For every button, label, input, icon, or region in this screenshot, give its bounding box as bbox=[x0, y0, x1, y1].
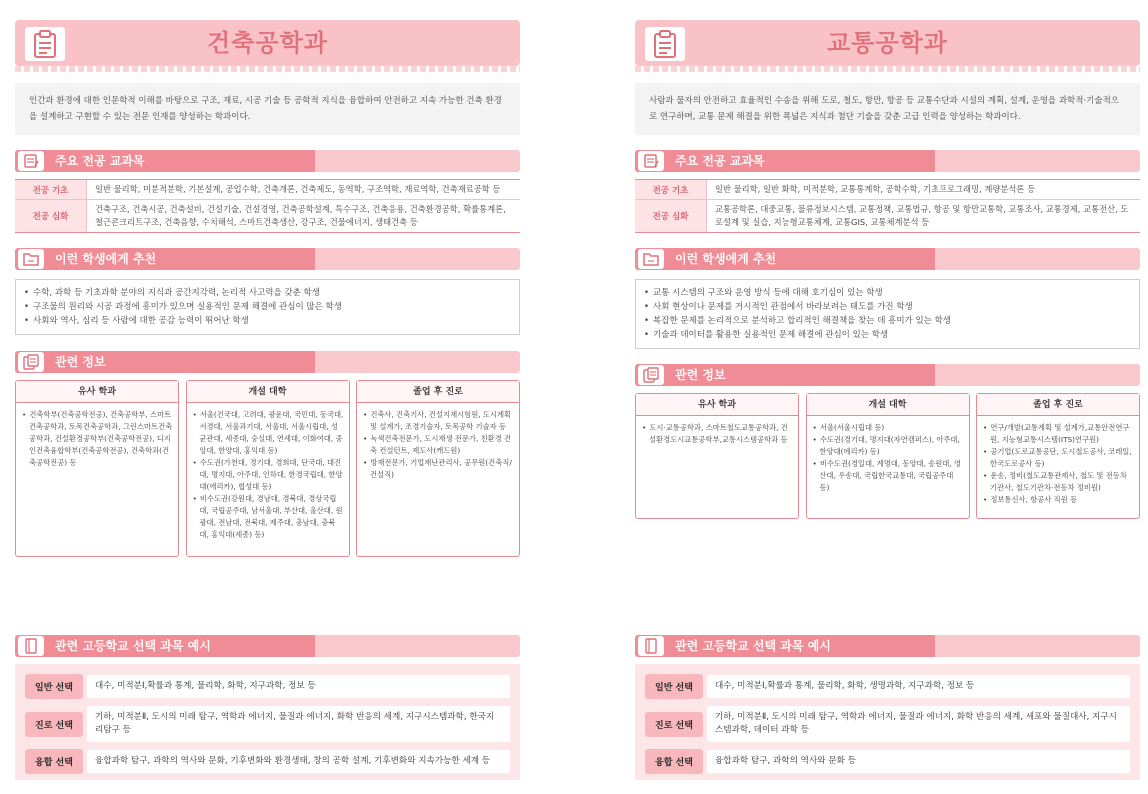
list-item: • 건축학부(건축공학전공), 건축공학부, 스마트건축공학과, 토목건축공학과, 그린스마트건축공학과, 건설환경공학부(건축공학전공), 디지인건축융합학부(건축공학전공), 건축학과(건축공학전공) 등 bbox=[21, 409, 173, 469]
section-header-courses bbox=[15, 150, 520, 172]
section-header-recommend bbox=[15, 248, 520, 270]
table-row bbox=[15, 200, 520, 232]
row-value: 교통공학론, 대중교통, 물류정보시스템, 교통정책, 교통법규, 항공 및 항만교통학, 교통조사, 교통경제, 교통전산, 도로설계 및 실습, 지능형교통체계, 교통GIS, 교통체계분석 등 bbox=[715, 204, 1129, 227]
book-icon bbox=[638, 636, 664, 656]
table-row bbox=[25, 674, 510, 699]
section-title: 주요 전공 교과목 bbox=[55, 154, 145, 168]
table-row bbox=[635, 200, 1140, 232]
courses-table bbox=[635, 179, 1140, 233]
row-label: 전공 기초 bbox=[635, 180, 707, 199]
column-header: 개설 대학 bbox=[187, 381, 349, 403]
list-item: • 수학, 과학 등 기초과학 분야의 지식과 공간지각력, 논리적 사고력을 갖춘 학생 bbox=[24, 286, 511, 300]
row-value: 일반 물리학, 미분적분학, 기본설계, 공업수학, 건축개론, 건축제도, 동역학, 구조역학, 재료역학, 건축재료공학 등 bbox=[95, 184, 501, 194]
list-item: • 운송, 정비(철도교통관제사, 철도 및 전동차 기관사, 철도기관차·전동차 정비원) bbox=[982, 470, 1134, 494]
list-item: • 복잡한 문제를 논리적으로 분석하고 합리적인 해결책을 찾는 데 흥미가 있는 학생 bbox=[644, 314, 1131, 328]
section-header-info bbox=[15, 351, 520, 373]
section-title: 관련 고등학교 선택 과목 예시 bbox=[55, 639, 211, 653]
info-columns bbox=[15, 380, 520, 557]
section-header-highschool bbox=[635, 635, 1140, 657]
document-icon bbox=[638, 365, 664, 385]
page-architecture bbox=[15, 0, 520, 794]
list-item: • 비수도권(경일대, 계명대, 동양대, 송원대, 영산대, 우송대, 국립한국교통대, 국립공주대 등) bbox=[812, 458, 964, 494]
title-banner bbox=[635, 20, 1140, 66]
list-item: • 사회와 역사, 심리 등 사람에 대한 공감 능력이 뛰어난 학생 bbox=[24, 314, 511, 328]
info-column-universities bbox=[186, 380, 350, 557]
info-column-similar bbox=[635, 393, 799, 519]
list-item: • 정보통신사, 항공사 직원 등 bbox=[982, 494, 1134, 506]
column-header: 졸업 후 진로 bbox=[977, 394, 1139, 416]
row-value: 건축구조, 건축시공, 건축설비, 건설기술, 건설경영, 건축공학설계, 특수구조, 건축응용, 건축환경공학, 확률통계론, 철근콘크리트구조, 건축음향, 수치해석, 스마트건축생산, 강구조, 건물에너지, 생태건축 등 bbox=[95, 204, 506, 227]
row-label: 전공 심화 bbox=[15, 200, 87, 232]
row-label: 일반 선택 bbox=[25, 674, 83, 699]
info-column-similar bbox=[15, 380, 179, 557]
section-title: 관련 정보 bbox=[55, 355, 106, 369]
page-title: 교통공학과 bbox=[827, 29, 948, 57]
highschool-courses bbox=[635, 664, 1140, 780]
row-label: 융합 선택 bbox=[645, 749, 703, 774]
table-row bbox=[25, 749, 510, 774]
row-value: 융합과학 탐구, 과학의 역사와 문화, 기후변화와 환경생태, 창의 공학 설계, 기후변화와 지속가능한 세계 등 bbox=[87, 750, 510, 773]
list-item: • 서울(건국대, 고려대, 광운대, 국민대, 동국대, 서경대, 서울과기대, 서울대, 서울시립대, 성균관대, 세종대, 숭실대, 연세대, 이화여대, 중앙대, 한양대, 홍익대 등) bbox=[192, 409, 344, 457]
table-row bbox=[635, 180, 1140, 200]
row-label: 일반 선택 bbox=[645, 674, 703, 699]
section-title: 관련 정보 bbox=[675, 368, 726, 382]
section-header-info bbox=[635, 364, 1140, 386]
section-title: 관련 고등학교 선택 과목 예시 bbox=[675, 639, 831, 653]
list-item: • 방재전문가, 기업재난관리사, 공무원(건축직/건설직) bbox=[362, 457, 514, 481]
intro-text: 사람과 물자의 안전하고 효율적인 수송을 위해 도로, 철도, 항만, 항공 등 교통수단과 시설의 계획, 설계, 운영을 과학적·기술적으로 연구하며, 교통 문제 해결을 위한 폭넓은 지식과 첨단 기술을 갖춘 고급 인력을 양성하는 학과이다. bbox=[635, 83, 1140, 135]
page-title: 건축공학과 bbox=[207, 29, 328, 57]
row-value: 대수, 미적분Ⅰ,확률과 통계, 물리학, 화학, 지구과학, 정보 등 bbox=[87, 675, 510, 698]
table-row bbox=[645, 749, 1130, 774]
table-row bbox=[645, 674, 1130, 699]
table-row bbox=[645, 706, 1130, 742]
column-header: 유사 학과 bbox=[16, 381, 178, 403]
section-title: 이런 학생에게 추천 bbox=[55, 252, 157, 266]
folder-icon bbox=[18, 249, 44, 269]
table-row bbox=[15, 180, 520, 200]
table-row bbox=[25, 706, 510, 742]
notepad-icon bbox=[18, 151, 44, 171]
folder-icon bbox=[638, 249, 664, 269]
row-label: 전공 기초 bbox=[15, 180, 87, 199]
section-title: 이런 학생에게 추천 bbox=[675, 252, 777, 266]
row-label: 진로 선택 bbox=[645, 712, 703, 737]
page-transportation bbox=[635, 0, 1140, 794]
section-header-courses bbox=[635, 150, 1140, 172]
info-column-universities bbox=[806, 393, 970, 519]
list-item: • 수도권(가천대, 경기대, 경희대, 단국대, 대진대, 명지대, 아주대, 인하대, 한경국립대, 한양대(에리카), 협성대 등) bbox=[192, 457, 344, 493]
list-item: • 연구/개발(교통계획 및 설계가,교통안전연구원, 지능형교통시스템(ITS)연구원) bbox=[982, 422, 1134, 446]
column-header: 개설 대학 bbox=[807, 394, 969, 416]
section-header-highschool bbox=[15, 635, 520, 657]
intro-text: 인간과 환경에 대한 인문학적 이해를 바탕으로 구조, 재료, 시공 기술 등 공학적 지식을 융합하여 안전하고 지속 가능한 건축 환경을 설계하고 구현할 수 있는 전문 인재를 양성하는 학과이다. bbox=[15, 83, 520, 135]
list-item: • 공기업(도로교통공단, 도시철도공사, 코레일, 한국도로공사 등) bbox=[982, 446, 1134, 470]
info-columns bbox=[635, 393, 1140, 519]
row-value: 기하, 미적분Ⅱ, 도시의 미래 탐구, 역학과 에너지, 물질과 에너지, 화학 반응의 세계, 지구시스템과학, 한국지리탐구 등 bbox=[87, 706, 510, 742]
courses-table bbox=[15, 179, 520, 233]
column-header: 유사 학과 bbox=[636, 394, 798, 416]
row-value: 일반 물리학, 일반 화학, 미적분학, 교통통계학, 공학수학, 기초프로그래밍, 계량분석론 등 bbox=[715, 184, 1036, 194]
row-value: 기하, 미적분Ⅱ, 도시의 미래 탐구, 역학과 에너지, 물질과 에너지, 화학 반응의 세계, 세포와 물질대사, 지구시스템과학, 데이터 과학 등 bbox=[707, 706, 1130, 742]
list-item: • 구조물의 원리와 시공 과정에 흥미가 있으며 실용적인 문제 해결에 관심이 많은 학생 bbox=[24, 300, 511, 314]
list-item: • 비수도권(강원대, 경남대, 경북대, 경상국립대, 국립공주대, 남서울대, 부산대, 울산대, 원광대, 전남대, 전북대, 제주대, 충남대, 충북대, 홍익대(세종) 등) bbox=[192, 493, 344, 541]
document-icon bbox=[18, 352, 44, 372]
list-item: • 녹색건축전문가, 도시재생 전문가, 친환경 건축 컨설턴트, 제도사(캐드원) bbox=[362, 433, 514, 457]
info-column-careers bbox=[976, 393, 1140, 519]
title-banner bbox=[15, 20, 520, 66]
list-item: • 도시·교통공학과, 스마트철도교통공학과, 건설환경도시교통공학부,교통시스템공학과 등 bbox=[641, 422, 793, 446]
book-icon bbox=[18, 636, 44, 656]
row-value: 융합과학 탐구, 과학의 역사와 문화 등 bbox=[707, 750, 1130, 773]
list-item: • 수도권(경기대, 명지대(자연캠퍼스), 아주대, 한양대(에리카) 등) bbox=[812, 434, 964, 458]
list-item: • 사회 현상이나 문제를 거시적인 관점에서 바라보려는 태도를 가진 학생 bbox=[644, 300, 1131, 314]
column-header: 졸업 후 진로 bbox=[357, 381, 519, 403]
list-item: • 서울(서울시립대 등) bbox=[812, 422, 964, 434]
recommend-list bbox=[635, 279, 1140, 349]
info-column-careers bbox=[356, 380, 520, 557]
list-item: • 건축사, 건축기사, 건설지재시험원, 도시계획 및 설계가, 조경기술자, 토목공학 기술자 등 bbox=[362, 409, 514, 433]
row-label: 전공 심화 bbox=[635, 200, 707, 232]
list-item: • 교통 시스템의 구조와 운영 방식 등에 대해 호기심이 있는 학생 bbox=[644, 286, 1131, 300]
recommend-list bbox=[15, 279, 520, 335]
highschool-courses bbox=[15, 664, 520, 780]
list-item: • 기술과 데이터를 활용한 실용적인 문제 해결에 관심이 있는 학생 bbox=[644, 328, 1131, 342]
section-title: 주요 전공 교과목 bbox=[675, 154, 765, 168]
section-header-recommend bbox=[635, 248, 1140, 270]
row-label: 진로 선택 bbox=[25, 712, 83, 737]
row-label: 융합 선택 bbox=[25, 749, 83, 774]
row-value: 대수, 미적분Ⅰ,확률과 통계, 물리학, 화학, 생명과학, 지구과학, 정보 등 bbox=[707, 675, 1130, 698]
notepad-icon bbox=[638, 151, 664, 171]
